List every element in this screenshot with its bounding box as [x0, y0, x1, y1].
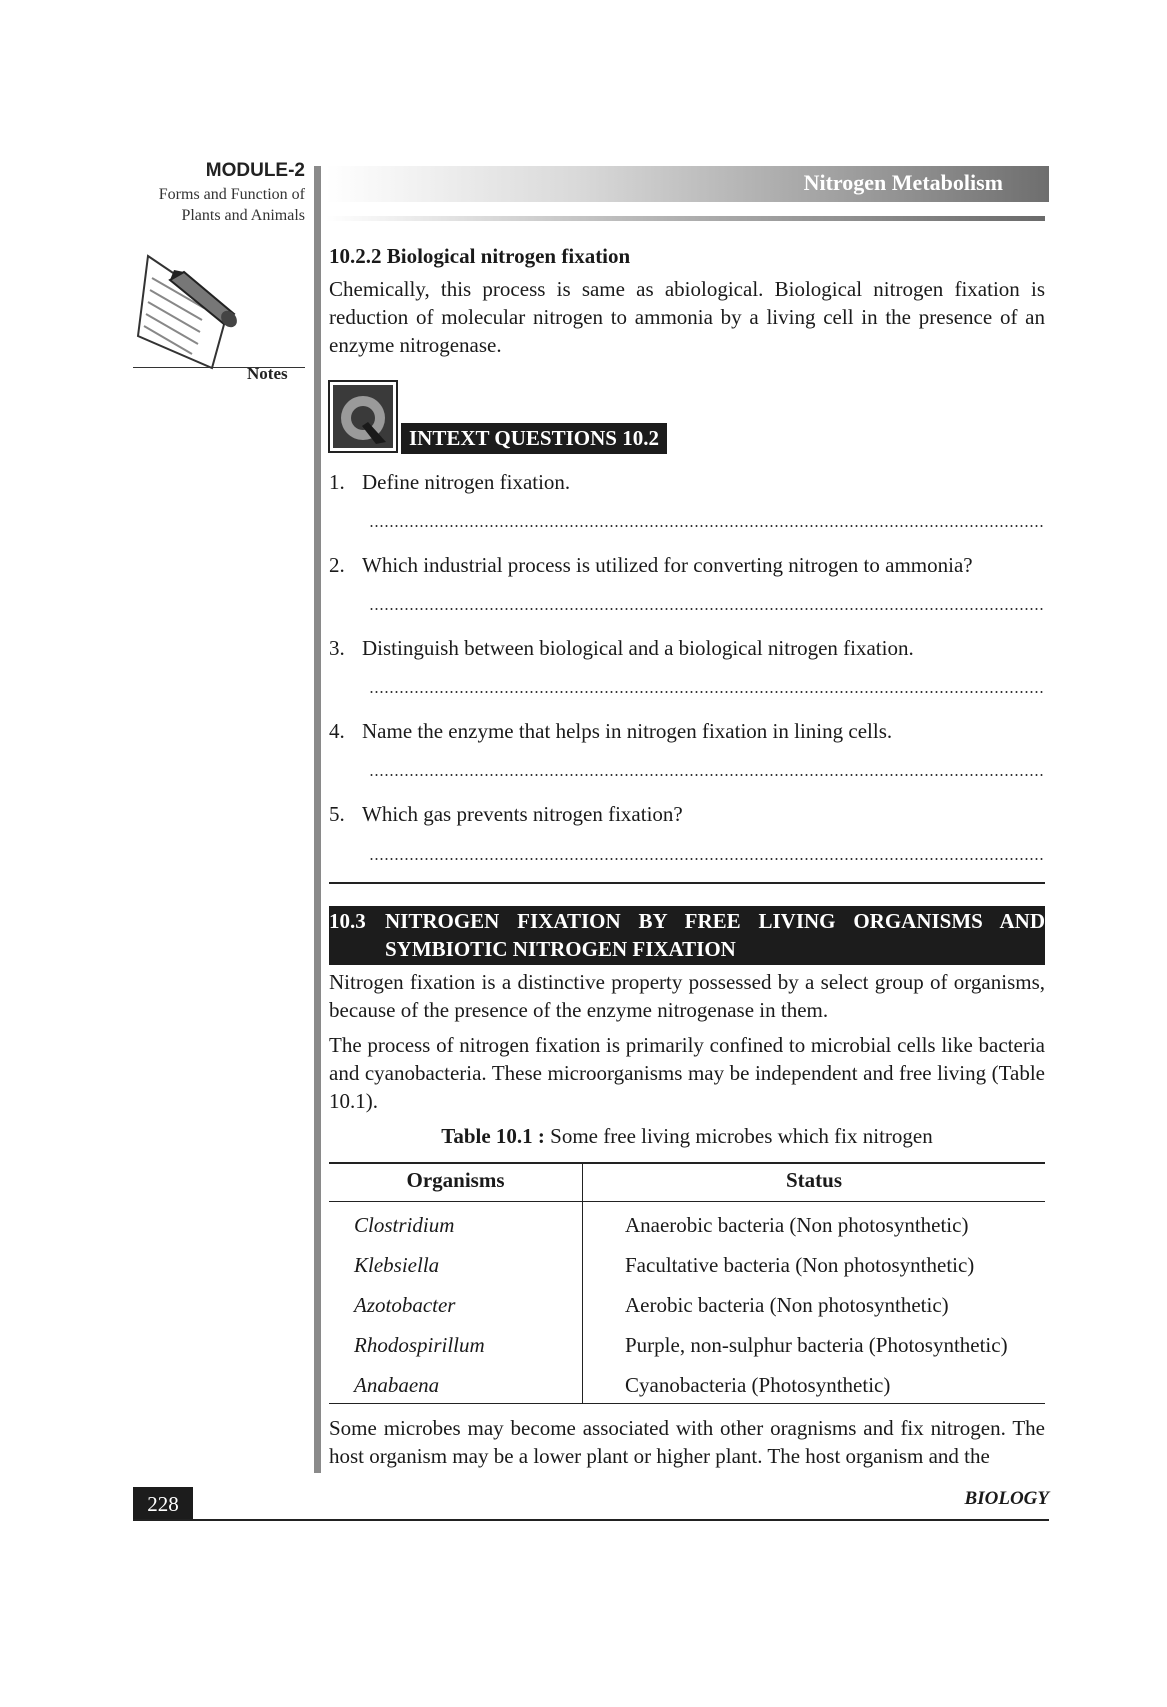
answer-line: [369, 774, 1045, 776]
module-subtitle-line1: Forms and Function of: [158, 186, 305, 203]
table-caption: [329, 1124, 1045, 1149]
section-title-line1: NITROGEN FIXATION BY FREE LIVING ORGANISMS AND: [385, 909, 1045, 933]
table-cell-organism: Azotobacter: [354, 1293, 456, 1317]
question-item: [329, 636, 914, 661]
table-cell-organism: Anabaena: [354, 1373, 440, 1397]
section-paragraph-2: The process of nitrogen fixation is primarily confined to microbial cells like bacteria and cyanobacteria. These microorganisms may be independent and free living (Table 10.1).: [329, 1033, 1045, 1113]
section-paragraph-3: Some microbes may become associated with other oragnisms and fix nitrogen. The host organism may be a lower plant or higher plant. The host organism and the: [329, 1416, 1045, 1468]
question-q-icon: [328, 380, 398, 453]
table-header-organisms: Organisms: [406, 1168, 505, 1192]
table-cell-organism: Klebsiella: [354, 1253, 440, 1277]
margin-bar: [314, 166, 321, 1473]
table-cell-organism: Clostridium: [354, 1213, 455, 1237]
question-number: 4.: [329, 719, 345, 743]
chapter-header: [326, 166, 1049, 202]
question-text: Which industrial process is utilized for converting nitrogen to ammonia?: [362, 553, 973, 577]
section-title-line2: SYMBIOTIC NITROGEN FIXATION: [385, 937, 736, 961]
answer-line: [369, 691, 1045, 693]
question-item: [329, 719, 892, 744]
question-item: [329, 802, 683, 827]
question-item: [329, 470, 570, 495]
table-cell-status: Facultative bacteria (Non photosynthetic): [625, 1253, 975, 1277]
table-column-divider: [582, 1162, 583, 1403]
table-cell-status: Purple, non-sulphur bacteria (Photosynthetic): [625, 1333, 1008, 1357]
table-caption-label: Table 10.1 :: [441, 1124, 545, 1148]
section-heading: [329, 906, 1045, 965]
question-text: Define nitrogen fixation.: [362, 470, 571, 494]
intext-questions-label: INTEXT QUESTIONS 10.2: [401, 423, 667, 454]
answer-line: [369, 525, 1045, 527]
section-paragraph-1: Nitrogen fixation is a distinctive property possessed by a select group of organisms, because of the presence of the enzyme nitrogenase in them.: [329, 970, 1045, 1022]
header-rule: [326, 216, 1045, 221]
question-number: 2.: [329, 553, 345, 577]
module-title: MODULE-2: [205, 160, 305, 181]
table-top-rule: [329, 1162, 1045, 1164]
subsection-heading: 10.2.2 Biological nitrogen fixation: [329, 244, 631, 268]
table-caption-text: Some free living microbes which fix nitrogen: [550, 1124, 933, 1148]
table-header-rule: [329, 1201, 1045, 1202]
chapter-title: Nitrogen Metabolism: [803, 170, 1003, 195]
question-text: Name the enzyme that helps in nitrogen fixation in lining cells.: [362, 719, 893, 743]
question-text: Distinguish between biological and a biological nitrogen fixation.: [362, 636, 914, 660]
question-number: 3.: [329, 636, 345, 660]
question-number: 1.: [329, 470, 345, 494]
table-cell-status: Aerobic bacteria (Non photosynthetic): [625, 1293, 949, 1317]
question-text: Which gas prevents nitrogen fixation?: [362, 802, 683, 826]
module-block: [150, 160, 305, 226]
table-cell-status: Cyanobacteria (Photosynthetic): [625, 1373, 891, 1397]
table-cell-status: Anaerobic bacteria (Non photosynthetic): [625, 1213, 969, 1237]
table-header-status: Status: [785, 1168, 843, 1192]
question-number: 5.: [329, 802, 345, 826]
answer-line: [369, 858, 1045, 860]
footer-rule: [133, 1519, 1049, 1521]
question-item: [329, 553, 973, 578]
table-bottom-rule: [329, 1403, 1045, 1404]
module-subtitle-line2: Plants and Animals: [181, 207, 305, 224]
module-subtitle: [150, 184, 305, 226]
page-number: 228: [133, 1487, 193, 1521]
answer-line: [369, 608, 1045, 610]
section-divider: [329, 882, 1045, 884]
notes-label: Notes: [247, 364, 288, 383]
section-number: 10.3: [329, 909, 366, 933]
table-cell-organism: Rhodospirillum: [354, 1333, 485, 1357]
notes-pencil-icon: [130, 250, 250, 380]
subsection-paragraph: Chemically, this process is same as abiological. Biological nitrogen fixation is reduction of molecular nitrogen to ammonia by a living cell in the presence of an enzyme nitrogenase.: [329, 277, 1045, 357]
footer-subject: BIOLOGY: [964, 1488, 1049, 1509]
